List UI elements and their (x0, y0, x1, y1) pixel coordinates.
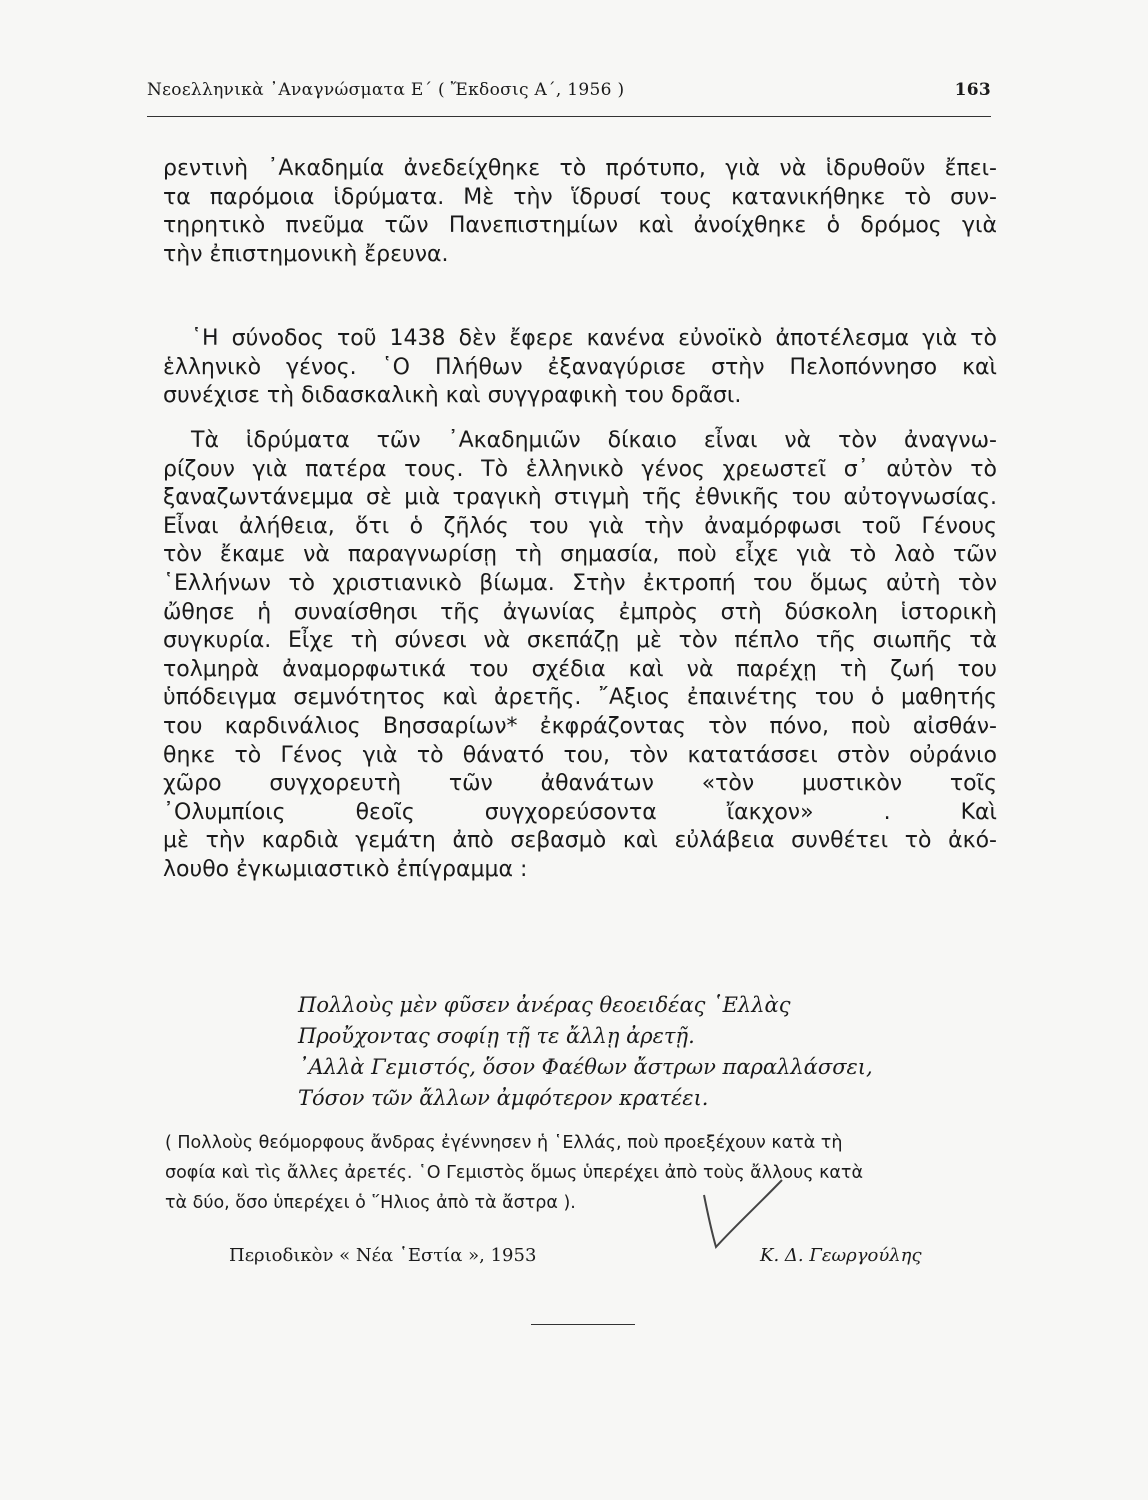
text-line: Τὰ ἱδρύματα τῶν ᾿Ακαδημιῶν δίκαιο εἶναι νὰ τὸν ἀναγνω- (191, 428, 997, 453)
source-citation: Περιοδικὸν « Νέα ῾Εστία », 1953 (229, 1245, 537, 1266)
text-line: ἑλληνικὸ γένος. ῾Ο Πλήθων ἐξαναγύρισε στὴν Πελοπόννησο καὶ (163, 354, 997, 380)
note-line: τὰ δύο, ὅσο ὑπερέχει ὁ ῞Ηλιος ἀπὸ τὰ ἄστρα ). (165, 1193, 576, 1213)
text-line: τὴν ἐπιστημονικὴ ἔρευνα. (163, 241, 449, 267)
running-title: Νεοελληνικὰ ᾿Αναγνώσματα Ε΄ ( Ἔκδοσις Α΄, 1956 ) (147, 80, 625, 100)
text-line: λουθο ἐγκωμιαστικὸ ἐπίγραμμα : (163, 856, 528, 882)
note-line: σοφία καὶ τὶς ἄλλες ἀρετές. ῾Ο Γεμιστὸς ὅμως ὑπερέχει ἀπὸ τοὺς ἄλλους κατὰ (165, 1163, 863, 1183)
text-line: συνέχισε τὴ διδασκαλικὴ καὶ συγγραφικὴ του δρᾶσι. (163, 383, 742, 409)
paragraph-2 (163, 325, 997, 411)
text-line: ξαναζωντάνεμμα σὲ μιὰ τραγικὴ στιγμὴ τῆς ἐθνικῆς του αὐτογνωσίας. (163, 485, 997, 511)
epigram-line: Τόσον τῶν ἄλλων ἀμφότερον κρατέει. (298, 1086, 709, 1110)
text-line: συγκυρία. Εἶχε τὴ σύνεσι νὰ σκεπάζῃ μὲ τὸν πέπλο τῆς σιωπῆς τὰ (163, 628, 997, 654)
paragraph-1 (163, 155, 997, 269)
epigram (298, 990, 873, 1114)
text-line: ῾Η σύνοδος τοῦ 1438 δὲν ἔφερε κανένα εὐνοϊκὸ ἀποτέλεσμα γιὰ τὸ (191, 326, 997, 351)
text-line: θηκε τὸ Γένος γιὰ τὸ θάνατό του, τὸν κατατάσσει στὸν οὐράνιο (163, 742, 997, 768)
paragraph-3 (163, 427, 997, 885)
page-number: 163 (954, 80, 991, 100)
text-line: ρίζουν γιὰ πατέρα τους. Τὸ ἑλληνικὸ γένος χρεωστεῖ σ᾿ αὐτὸν τὸ (163, 456, 997, 482)
running-header (147, 80, 991, 100)
text-line: ᾿Ολυμπίοις θεοῖς συγχορεύσοντα ἴακχον» . Καὶ (163, 799, 997, 825)
translation-note (165, 1128, 1000, 1218)
text-line: ὤθησε ἡ συναίσθησι τῆς ἀγωνίας ἐμπρὸς στὴ δύσκολη ἱστορικὴ (163, 599, 997, 625)
text-line: χῶρο συγχορευτὴ τῶν ἀθανάτων «τὸν μυστικὸν τοῖς (163, 771, 997, 797)
header-rule (147, 116, 991, 117)
epigram-line: ᾿Αλλὰ Γεμιστός, ὅσον Φαέθων ἄστρων παραλλάσσει, (298, 1055, 873, 1079)
text-line: ῾Ελλήνων τὸ χριστιανικὸ βίωμα. Στὴν ἐκτροπή του ὅμως αὐτὴ τὸν (163, 570, 997, 596)
handwritten-checkmark-icon (696, 1175, 786, 1255)
epigram-line: Προὔχοντας σοφίῃ τῇ τε ἄλλῃ ἀρετῇ. (298, 1024, 695, 1048)
text-line: τολμηρὰ ἀναμορφωτικά του σχέδια καὶ νὰ παρέχῃ τὴ ζωή του (163, 656, 997, 682)
text-line: ρεντινὴ ᾿Ακαδημία ἀνεδείχθηκε τὸ πρότυπο, γιὰ νὰ ἱδρυθοῦν ἔπει- (163, 156, 997, 181)
end-rule (531, 1324, 635, 1325)
epigram-line: Πολλοὺς μὲν φῦσεν ἀνέρας θεοειδέας ῾Ελλὰς (298, 993, 791, 1017)
author-name: Κ. Δ. Γεωργούλης (760, 1245, 922, 1266)
text-line: τὸν ἔκαμε νὰ παραγνωρίσῃ τὴ σημασία, ποὺ εἶχε γιὰ τὸ λαὸ τῶν (163, 542, 997, 568)
text-line: τηρητικὸ πνεῦμα τῶν Πανεπιστημίων καὶ ἀνοίχθηκε ὁ δρόμος γιὰ (163, 213, 997, 239)
text-line: τα παρόμοια ἱδρύματα. Μὲ τὴν ἵδρυσί τους κατανικήθηκε τὸ συν- (163, 184, 997, 210)
text-line: μὲ τὴν καρδιὰ γεμάτη ἀπὸ σεβασμὸ καὶ εὐλάβεια συνθέτει τὸ ἀκό- (163, 828, 997, 854)
text-line: Εἶναι ἀλήθεια, ὅτι ὁ ζῆλός του γιὰ τὴν ἀναμόρφωσι τοῦ Γένους (163, 513, 997, 539)
note-line: ( Πολλοὺς θεόμορφους ἄνδρας ἐγέννησεν ἡ ῾Ελλάς, ποὺ προεξέχουν κατὰ τὴ (165, 1133, 843, 1153)
text-line: ὑπόδειγμα σεμνότητος καὶ ἀρετῆς. ῎Αξιος ἐπαινέτης του ὁ μαθητής (163, 685, 997, 711)
text-line: του καρδινάλιος Βησσαρίων* ἐκφράζοντας τὸν πόνο, ποὺ αἰσθάν- (163, 713, 997, 739)
